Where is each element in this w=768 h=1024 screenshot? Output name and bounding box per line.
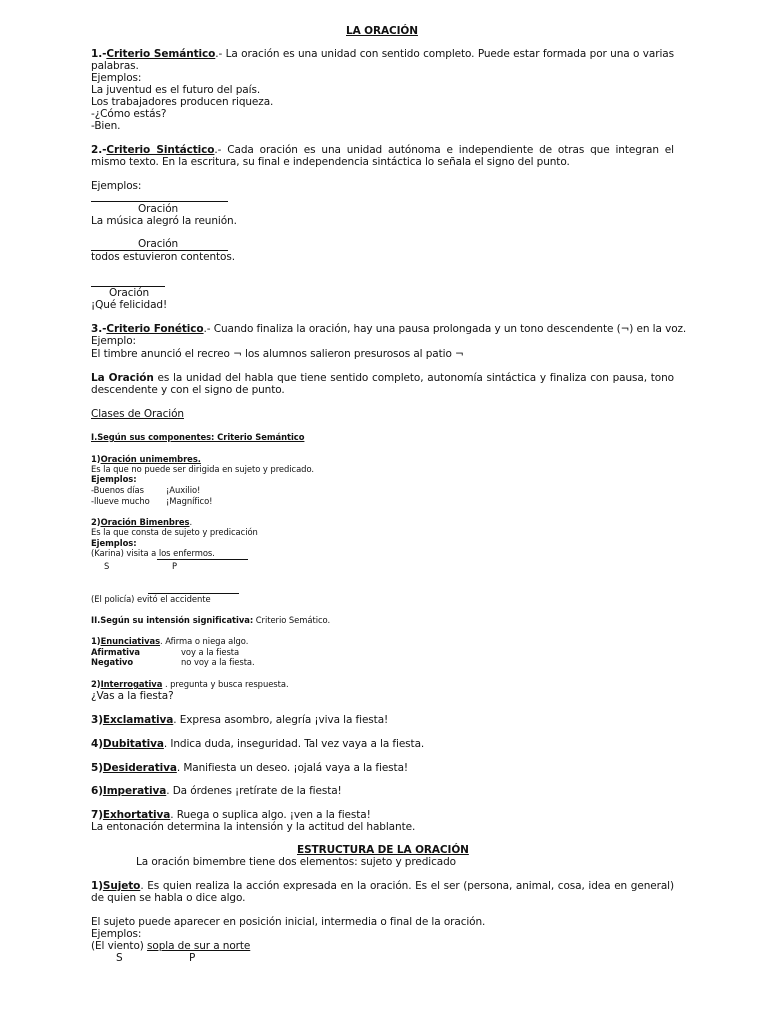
estructura-heading: ESTRUCTURA DE LA ORACIÓN [297,844,469,856]
example-line: (Karina) visita a los enfermos. [91,548,215,558]
bimembre-label: Oración Bimenbres [100,517,190,527]
example-line: ¡Qué felicidad! [91,299,168,311]
dubitativa-text: . Indica duda, inseguridad. Tal vez vaya a la fiesta. [163,738,425,750]
sujeto-text: . Es quien realiza la acción expresada en la oración. Es el ser (persona, animal, cosa, idea en general) de quien se habla o dice algo. [91,880,674,904]
example-line: La juventud es el futuro del país. [91,84,261,96]
example-line: -Bien. [91,120,121,132]
page-title: LA ORACIÓN [346,25,418,37]
interrogativa-number: 2) [91,679,101,689]
imperativa-text: . Da órdenes ¡retírate de la fiesta! [166,785,342,797]
example-line: -Buenos días [91,485,144,495]
ejemplos-label: Ejemplos: [91,72,142,84]
criterio-sintactico-paragraph [91,144,674,168]
definition-paragraph [91,372,674,396]
definition-term: La Oración [91,372,154,384]
predicate-marker: P [172,561,178,571]
desiderativa-number: 5) [91,762,103,774]
dubitativa-line [91,738,424,750]
predicate-marker: P [189,952,196,964]
example-line: ¡Auxilio! [166,485,201,495]
estructura-intro: La oración bimembre tiene dos elementos: sujeto y predicado [136,856,456,868]
subsection-heading-bold: II.Según su intensión significativa: [91,615,254,625]
example-line: (El policía) evitó el accidente [91,594,211,604]
ejemplos-label: Ejemplos: [91,474,137,484]
dubitativa-label: Dubitativa [102,738,164,750]
imperativa-number: 6) [91,785,103,797]
interrogativa-example: ¿Vas a la fiesta? [91,690,174,702]
ejemplos-label: Ejemplos: [91,180,142,192]
subsection-heading-rest: Criterio Semático. [253,615,331,625]
ejemplos-label: Ejemplos: [91,928,142,940]
criterio-semantico-number: 1.- [91,48,107,60]
negativo-label: Negativo [91,657,134,667]
bimembre-definition: Es la que consta de sujeto y predicación [91,527,258,537]
criterio-semantico-label: Criterio Semántico [106,48,216,60]
criterio-fonetico-label: Criterio Fonético [106,323,204,335]
subject-marker: S [104,561,110,571]
ejemplo-label: Ejemplo: [91,335,136,347]
criterio-semantico-text: .- La oración es una unidad con sentido completo. Puede estar formada por una o varias palabras. [91,48,674,72]
example-line: El timbre anunció el recreo ¬ los alumnos salieron presurosos al patio ¬ [91,348,464,360]
unimembre-label: Oración unimembres. [100,454,201,464]
criterio-sintactico-number: 2.- [91,144,107,156]
bimembre-heading [91,517,192,527]
desiderativa-label: Desiderativa [102,762,177,774]
oracion-label: Oración [138,203,179,215]
example-line: ¡Magnífico! [166,496,213,506]
oracion-label: Oración [109,287,150,299]
bimembre-dot: . [189,517,193,527]
example-line: La música alegró la reunión. [91,215,237,227]
criterio-fonetico-paragraph [91,323,686,335]
desiderativa-line [91,762,408,774]
imperativa-label: Imperativa [102,785,167,797]
exhortativa-line [91,809,371,821]
example-line: Los trabajadores producen riqueza. [91,96,274,108]
interrogativa-line [91,679,289,689]
exclamativa-text: . Expresa asombro, alegría ¡viva la fiesta! [173,714,389,726]
interrogativa-text: . pregunta y busca respuesta. [162,679,289,689]
subject-marker: S [116,952,123,964]
bimembre-number: 2) [91,517,101,527]
enunciativa-number: 1) [91,636,101,646]
ejemplos-label: Ejemplos: [91,538,137,548]
criterio-fonetico-text: .- Cuando finaliza la oración, hay una pausa prolongada y un tono descendente (¬) en la voz. [203,323,687,335]
exclamativa-number: 3) [91,714,103,726]
definition-text: es la unidad del habla que tiene sentido completo, autonomía sintáctica y finaliza con pausa, tono descendente y con el signo de punto. [91,372,675,396]
predicate-underline [157,559,248,560]
unimembre-definition: Es la que no puede ser dirigida en sujeto y predicado. [91,464,314,474]
unimembre-number: 1) [91,454,101,464]
exhortativa-number: 7) [91,809,103,821]
exhortativa-label: Exhortativa [102,809,171,821]
unimembre-heading [91,454,201,464]
imperativa-line [91,785,342,797]
exclamativa-line [91,714,388,726]
sujeto-posicion: El sujeto puede aparecer en posición inicial, intermedia o final de la oración. [91,916,486,928]
example-line [91,940,250,952]
afirmativa-label: Afirmativa [91,647,140,657]
entonacion-line: La entonación determina la intensión y la actitud del hablante. [91,821,416,833]
enunciativa-text: . Afirma o niega algo. [160,636,249,646]
example-predicate: sopla de sur a norte [147,940,251,952]
oracion-label: Oración [138,238,179,250]
example-line: todos estuvieron contentos. [91,251,235,263]
sujeto-paragraph [91,880,674,904]
example-line: -llueve mucho [91,496,150,506]
bracket-line [91,201,228,202]
interrogativa-label: Interrogativa [100,679,163,689]
criterio-sintactico-text: .- Cada oración es una unidad autónoma e independiente de otras que integran el mismo texto. En la escritura, su final e independencia sintáctica lo señala el signo del punto. [91,144,674,168]
example-subject: (El viento) [91,940,148,952]
example-line: -¿Cómo estás? [91,108,167,120]
exhortativa-text: . Ruega o suplica algo. ¡ven a la fiesta! [170,809,371,821]
negativo-example: no voy a la fiesta. [181,657,255,667]
subsection-heading: I.Según sus componentes: Criterio Semántico [91,432,305,442]
criterio-sintactico-label: Criterio Sintáctico [106,144,215,156]
section-heading: Clases de Oración [91,408,184,420]
dubitativa-number: 4) [91,738,103,750]
sujeto-label: Sujeto [102,880,141,892]
criterio-semantico-paragraph [91,48,674,72]
exclamativa-label: Exclamativa [102,714,174,726]
enunciativa-line [91,636,248,646]
criterio-fonetico-number: 3.- [91,323,107,335]
enunciativa-label: Enunciativas [100,636,161,646]
desiderativa-text: . Manifiesta un deseo. ¡ojalá vaya a la fiesta! [176,762,409,774]
subsection-heading [91,615,330,625]
afirmativa-example: voy a la fiesta [181,647,240,657]
sujeto-number: 1) [91,880,103,892]
